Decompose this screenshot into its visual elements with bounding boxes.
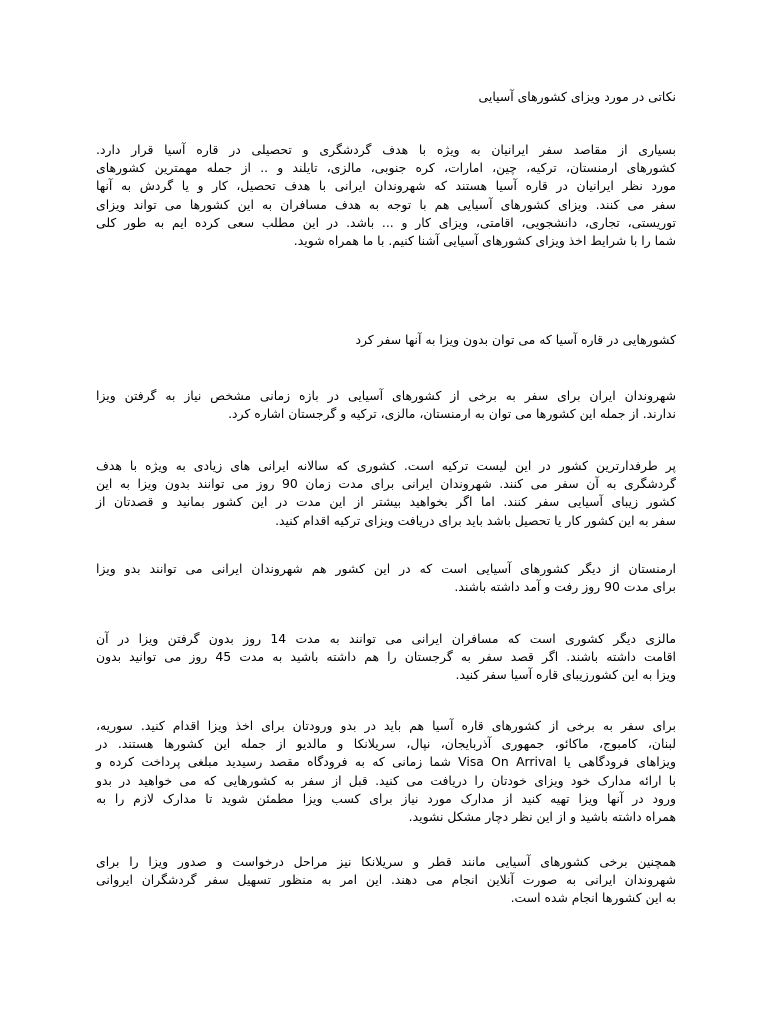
paragraph-line: لبنان، کامبوج، ماکائو، جمهوری آذربایجان، نپال، سریلانکا و مالدیو از جمله این کشورها هستند. در [96, 736, 676, 752]
paragraph-line: ارمنستان از دیگر کشورهای آسیایی است که در این کشور هم شهروندان ایرانی می توانند بدو ویزا [96, 561, 676, 576]
section-heading [96, 331, 676, 349]
paragraph-line: همراه داشته باشید و از این نظر دچار مشکل نشوید. [408, 809, 676, 825]
paragraph-line: ویزا به این کشورزیبای قاره آسیا سفر کنید. [455, 667, 676, 683]
paragraph-visa-free [96, 387, 676, 423]
paragraph-turkey [96, 457, 676, 530]
intro-paragraph [96, 141, 676, 250]
paragraph-line: ویزاهای فرودگاهی یا Visa On Arrival شما زمانی که به فرودگاه مقصد رسیدید مبلغی پرداخت کرده و [96, 754, 676, 770]
paragraph-line: برای سفر به برخی از کشورهای قاره آسیا هم باید در بدو ورودتان برای اخذ ویزا اقدام کنید. سوریه، [96, 718, 676, 733]
paragraph-line: ورود در آنها ویزا تهیه کنید از مدارک مورد نیاز برای کسب ویزا مطمئن شوید تا مدارک لازم را به [96, 790, 676, 806]
paragraph-line: به این کشورها انجام شده است. [510, 890, 676, 906]
paragraph-line: برای مدت 90 روز رفت و آمد داشته باشند. [454, 579, 676, 595]
paragraph-line: شما را با شرایط اخذ ویزای کشورهای آسیایی آشنا کنیم. با ما همراه شوید. [293, 233, 676, 249]
paragraph-malaysia-georgia [96, 630, 676, 685]
paragraph-visa-on-arrival [96, 717, 676, 826]
paragraph-line: گردشگری به آن سفر می کنند. شهروندان ایرانی برای مدت زمان 90 روز می توانند بدون ویزا به این [96, 476, 676, 492]
paragraph-line: کشور زیبای آسیایی سفر کنند. اما اگر بخواهید بیشتر از این مدت در این کشور بمانید و قصدتان از [96, 494, 676, 510]
paragraph-line: ندارند. از جمله این کشورها می توان به ارمنستان، مالزی، ترکیه و گرجستان اشاره کرد. [228, 406, 676, 422]
paragraph-line: بسیاری از مقاصد سفر ایرانیان به ویژه با هدف گردشگری و تحصیلی در قاره آسیا قرار دارد. [96, 142, 676, 157]
paragraph-line: توریستی، تجاری، دانشجویی، اقامتی، ویزای کار و ... باشد. در این مطلب سعی کرده ایم به طور کلی [96, 214, 676, 230]
paragraph-line: شهروندان ایران برای سفر به برخی از کشورهای آسیایی در بازه زمانی مشخص نیاز به گرفتن ویزا [96, 388, 676, 403]
paragraph-armenia [96, 560, 676, 596]
paragraph-online-visa [96, 853, 676, 908]
paragraph-line: همچنین برخی کشورهای آسیایی مانند قطر و سریلانکا نیز مراحل درخواست و صدور ویزا را برای [96, 854, 676, 869]
paragraph-line: با ارائه مدارک خود ویزای خودتان را دریافت می کنید. قبل از سفر به کشورهایی که می خواهید در بدو [96, 772, 676, 788]
paragraph-line: کشورهای ارمنستان، ترکیه، چین، امارات، کره جنوبی، مالزی، تایلند و .. از جمله مهمترین کشورهای [96, 160, 676, 176]
paragraph-line: شهروندان ایرانی به صورت آنلاین انجام می دهند. این امر به منظور تسهیل سفر گردشگران ایروانی [96, 872, 676, 888]
paragraph-line: سفر می کنند. ویزای کشورهای آسیایی هم با توجه به هدف مسافران به این کشورها می تواند ویزای [96, 196, 676, 212]
paragraph-line: پر طرفدارترین کشور در این لیست ترکیه است. کشوری که سالانه ایرانی های زیادی به ویژه با هدف [96, 458, 676, 473]
paragraph-line: مالزی دیگر کشوری است که مسافران ایرانی می توانند به مدت 14 روز بدون گرفتن ویزا در آن [96, 631, 676, 646]
title-line: نکاتی در مورد ویزای کشورهای آسیایی [478, 89, 676, 104]
paragraph-line: مورد نظر ایرانیان در قاره آسیا هستند که شهروندان ایرانی با هدف تحصیل، کار و یا گردش به آنها [96, 178, 676, 194]
paragraph-line: اقامت داشته باشند. اگر قصد سفر به گرجستان را هم داشته باشید به مدت 45 روز می توانید بدون [96, 649, 676, 665]
heading-line: کشورهایی در قاره آسیا که می توان بدون ویزا به آنها سفر کرد [355, 332, 676, 347]
document-title [96, 88, 676, 106]
paragraph-line: سفر به این کشور کار یا تحصیل باشد باید برای دریافت ویزای ترکیه اقدام کنید. [275, 512, 676, 528]
